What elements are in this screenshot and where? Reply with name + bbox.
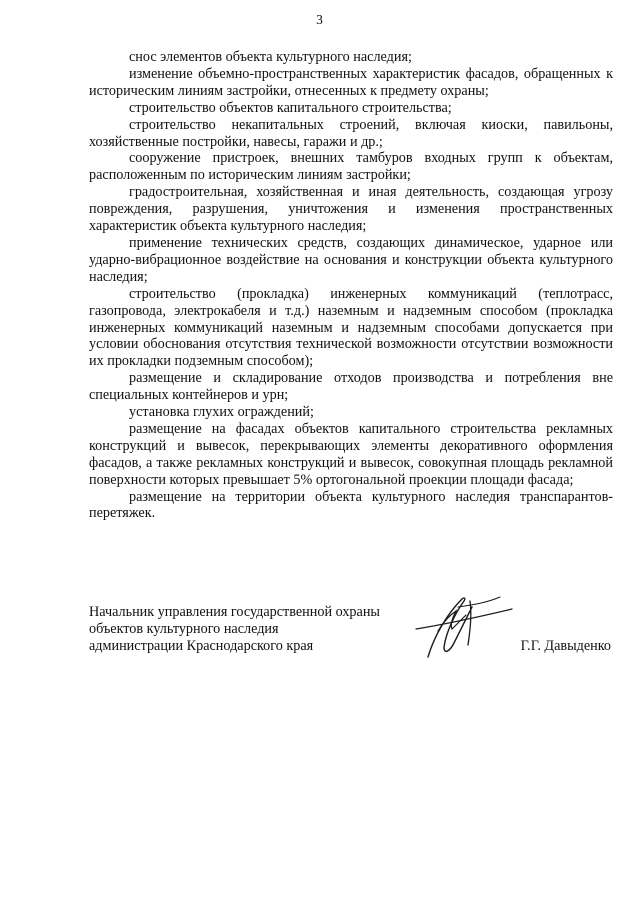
signatory-position bbox=[89, 604, 380, 655]
paragraph: сооружение пристроек, внешних тамбуров входных групп к объектам, расположенным по историческим линиям застройки; bbox=[89, 150, 613, 184]
position-line: Начальник управления государственной охраны bbox=[89, 604, 380, 620]
paragraph: градостроительная, хозяйственная и иная деятельность, создающая угрозу повреждения, разрушения, уничтожения и изменения пространственных характеристик объекта культурного наследия; bbox=[89, 184, 613, 235]
paragraph: снос элементов объекта культурного наследия; bbox=[129, 49, 412, 65]
page-number: 3 bbox=[316, 12, 323, 27]
paragraph: строительство (прокладка) инженерных коммуникаций (теплотрасс, газопровода, электрокабеля и т.д.) наземным и надземным способом (прокладка инженерных коммуникаций наземным и надземным способами допускается при условии обоснования отсутствия технической возможности отсутствии возможности их прокладки подземным способом); bbox=[89, 285, 613, 370]
document-body bbox=[89, 49, 613, 522]
handwritten-signature bbox=[410, 585, 518, 669]
paragraph: строительство некапитальных строений, включая киоски, павильоны, хозяйственные постройки, навесы, гаражи и др.; bbox=[89, 116, 613, 150]
paragraph: размещение на фасадах объектов капитального строительства рекламных конструкций и вывесок, перекрывающих элементы декоративного оформления фасадов, а также рекламных конструкций и вывесок, совокупная площадь рекламной поверхности которых превышает 5% ортогональной проекции площади фасада; bbox=[89, 420, 613, 488]
signatory-name: Г.Г. Давыденко bbox=[520, 638, 611, 654]
paragraph: размещение и складирование отходов производства и потребления вне специальных контейнеров и урн; bbox=[89, 370, 613, 404]
paragraph: применение технических средств, создающих динамическое, ударное или ударно-вибрационное воздействие на основания и конструкции объекта культурного наследия; bbox=[89, 234, 613, 285]
paragraph: изменение объемно-пространственных характеристик фасадов, обращенных к историческим линиям застройки, отнесенных к предмету охраны; bbox=[89, 65, 613, 99]
paragraph: установка глухих ограждений; bbox=[129, 404, 314, 421]
paragraph: размещение на территории объекта культурного наследия транспарантов-перетяжек. bbox=[89, 488, 613, 522]
position-line: администрации Краснодарского края bbox=[89, 638, 314, 654]
position-line: объектов культурного наследия bbox=[89, 621, 279, 637]
paragraph: строительство объектов капитального строительства; bbox=[129, 99, 452, 116]
